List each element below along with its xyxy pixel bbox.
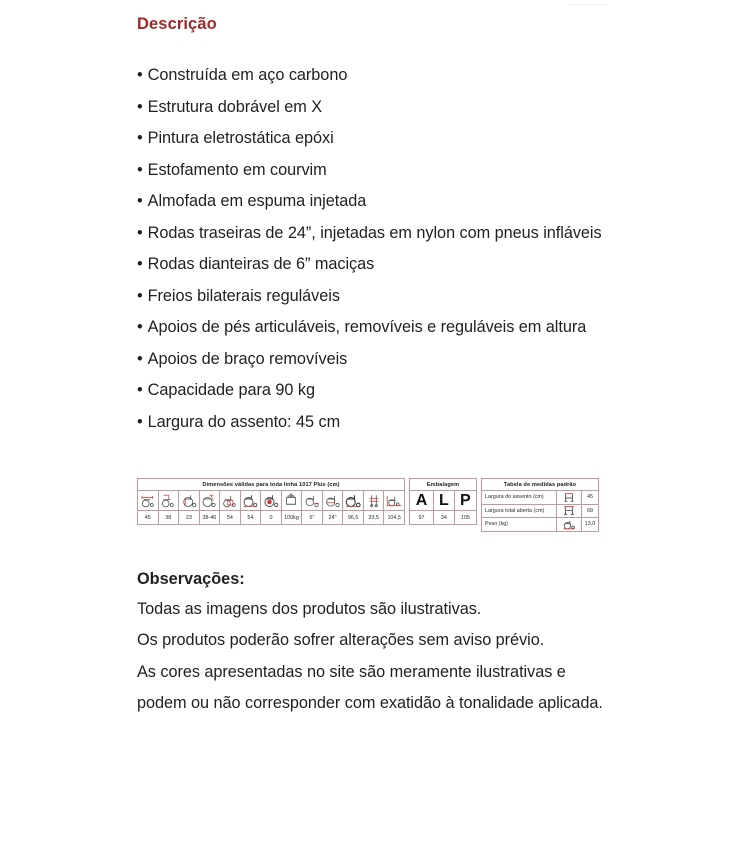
specification-list [137,60,617,438]
list-item [137,92,617,124]
table-row [482,504,599,518]
dimensions-table [137,478,405,525]
list-item [137,249,617,281]
content-column [137,0,617,720]
dimension-value: 54 [220,511,241,525]
table-row [482,479,599,491]
list-item-label: Construída em aço carbono [147,66,348,84]
packaging-table [409,478,477,525]
seat-height-icon [179,491,200,511]
list-item-label: Estrutura dobrável em X [147,97,323,116]
list-item [137,155,617,187]
dimension-value: 24" [322,511,343,525]
bullet-icon: • [137,318,143,336]
measurements-diagram [137,478,617,532]
weight-icon [557,518,582,532]
dimension-value: 6" [302,511,323,525]
list-item [137,312,617,344]
notes-title: Observações: [137,569,245,588]
table-row [410,511,477,525]
bullet-icon: • [137,160,143,179]
list-item-label: Rodas dianteiras de 6” maciças [147,255,375,273]
dimension-value: 23 [179,511,200,525]
seat-width-icon [557,491,582,505]
table-row [138,491,405,511]
bullet-icon: • [137,381,143,399]
list-item [137,123,617,155]
rear-wheel-icon [322,491,343,511]
total-length-icon [240,491,261,511]
table-row [138,479,405,491]
list-item [137,218,617,250]
list-item-label: Capacidade para 90 kg [147,381,315,399]
dimension-value: 38 [158,511,179,525]
standard-measures-table [481,478,599,532]
dimensions-table-header: Dimensões válidas para toda linha 1017 Plus (cm) [138,479,405,491]
list-item-label: Apoios de braço removíveis [147,349,348,368]
dimension-value: 33,5 [363,511,384,525]
front-wheel-icon [302,491,323,511]
note-line: As cores apresentadas no site são meramente ilustrativas e podem ou não corresponder com exatidão à tonalidade aplicada. [137,662,603,713]
dimension-value: 54 [240,511,261,525]
armrest-height-icon [220,491,241,511]
table-row [138,511,405,525]
list-item [137,281,617,313]
total-width-icon [557,504,582,518]
list-item-label: Almofada em espuma injetada [147,192,367,210]
dimension-value: 38-46 [199,511,220,525]
standard-row-label: Largura total aberta (cm) [482,504,557,518]
seat-depth-icon [158,491,179,511]
list-item [137,375,617,407]
notes-section [137,564,617,720]
list-item-label: Apoios de pés articuláveis, removíveis e reguláveis em altura [147,318,587,336]
note-line: Os produtos poderão sofrer alterações sem aviso prévio. [137,631,545,650]
table-row [410,491,477,511]
packaging-value: 105 [454,511,476,525]
total-height-icon [384,491,405,511]
standard-row-value: 13,0 [582,518,599,532]
standard-row-value: 45 [582,491,599,505]
packaging-letter: A [410,491,434,511]
bullet-icon: • [137,97,143,116]
bullet-icon: • [137,412,143,431]
list-item-label: Freios bilaterais reguláveis [147,286,340,305]
list-item-label: Rodas traseiras de 24”, injetadas em nylon com pneus infláveis [147,223,602,242]
bullet-icon: • [137,129,143,147]
list-item [137,60,617,92]
list-item-label: Largura do assento: 45 cm [147,412,341,431]
dimension-value: 104,5 [384,511,405,525]
table-row [482,491,599,505]
list-item [137,344,617,376]
bullet-icon: • [137,66,143,84]
note-line: Todas as imagens dos produtos são ilustrativas. [137,599,482,618]
list-item-label: Estofamento em courvim [147,160,327,179]
bullet-icon: • [137,349,143,368]
page-title: Descrição [137,15,217,33]
bullet-icon: • [137,255,143,273]
backrest-height-icon [199,491,220,511]
incline-angle-icon [261,491,282,511]
dimension-value: 100kg [281,511,302,525]
table-row [482,518,599,532]
seat-width-icon [138,491,159,511]
packaging-letter: P [454,491,476,511]
folded-width-icon [363,491,384,511]
bullet-icon: • [137,286,143,305]
list-item [137,407,617,439]
list-item-label: Pintura eletrostática epóxi [147,129,334,147]
total-width-open-icon [343,491,364,511]
packaging-table-header: Embalagem [410,479,477,491]
standard-row-label: Peso (kg) [482,518,557,532]
dimension-value: 96,5 [343,511,364,525]
packaging-value: 97 [410,511,434,525]
standard-row-label: Largura do assento (cm) [482,491,557,505]
bullet-icon: • [137,192,143,210]
dimension-value: 45 [138,511,159,525]
dimension-value: 0 [261,511,282,525]
packaging-value: 34 [434,511,455,525]
list-item [137,186,617,218]
table-row [410,479,477,491]
standard-row-value: 68 [582,504,599,518]
standard-table-header: Tabela de medidas padrão [482,479,599,491]
bullet-icon: • [137,223,143,242]
packaging-letter: L [434,491,455,511]
max-load-icon [281,491,302,511]
